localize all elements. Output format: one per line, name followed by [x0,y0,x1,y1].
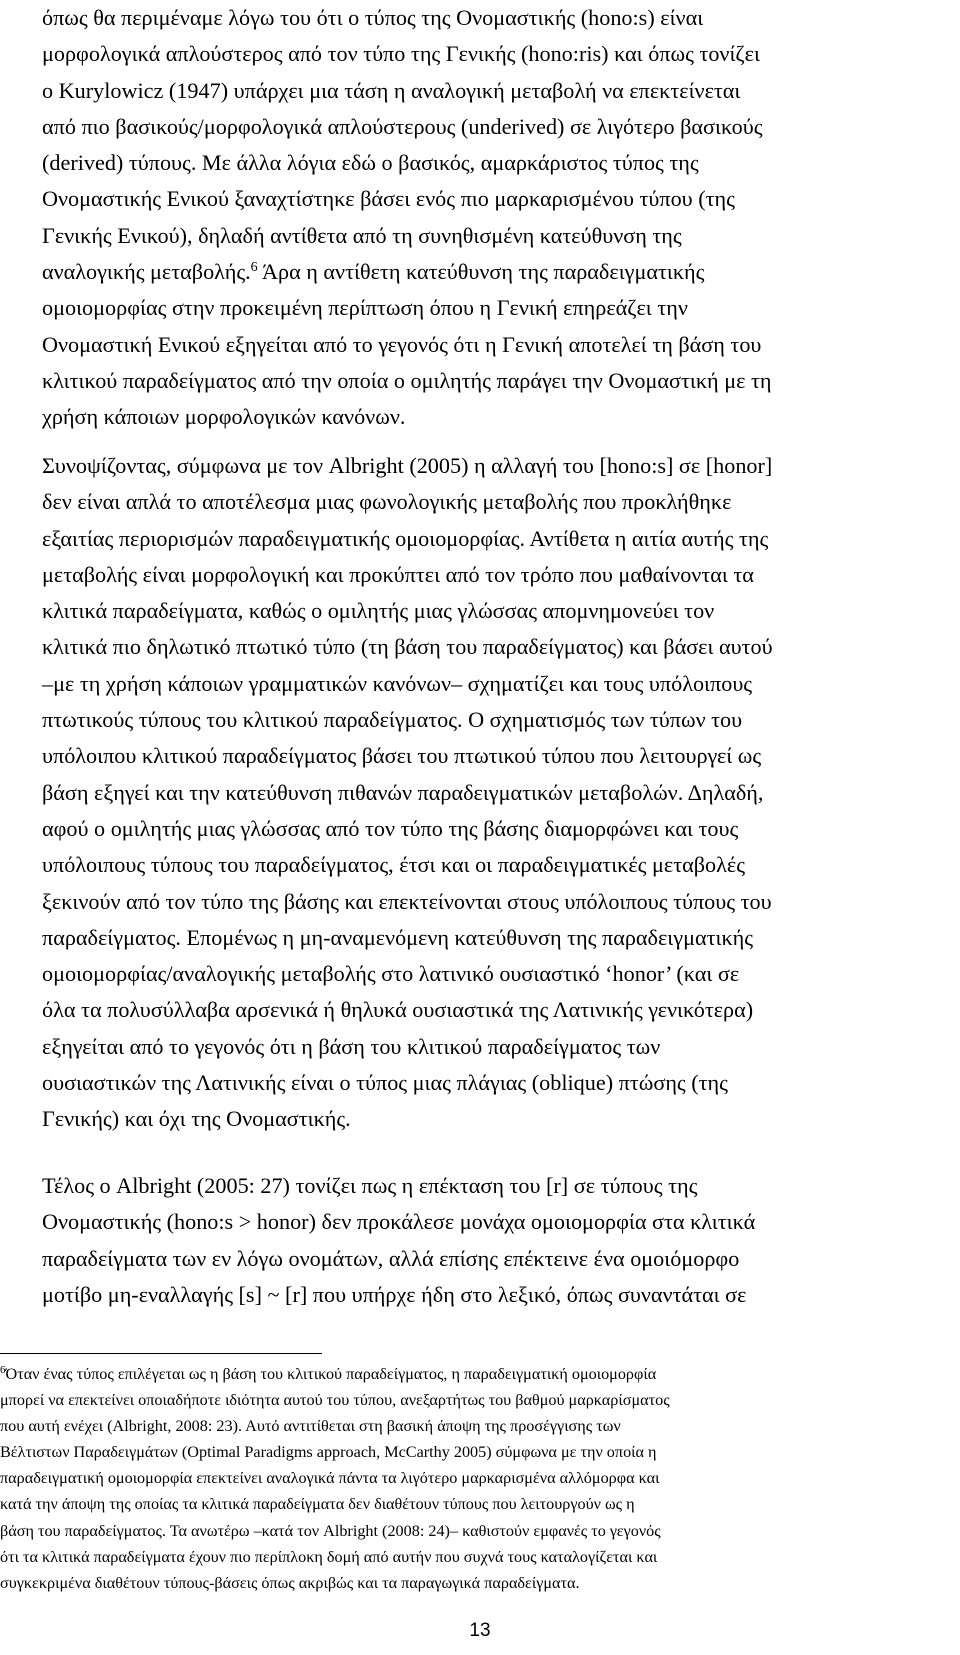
footnote-separator [0,1353,322,1354]
paragraph-1-text-end: Άρα η αντίθετη κατεύθυνση της παραδειγματικής ομοιομορφίας στην προκειμένη περίπτωση όπου η Γενική επηρεάζει την Ονομαστική Ενικού εξηγείται από το γεγονός ότι η Γενική αποτελεί τη βάση του κλιτικού παραδείγματος από την οποία ο ομιλητής παράγει την Ονομαστική με τη χρήση κάποιων μορφολογικών κανόνων. [42,259,772,430]
page-number: 13 [469,1620,491,1641]
body-paragraph-2: Συνοψίζοντας, σύμφωνα με τον Albright (2005) η αλλαγή του [hono:s] σε [honor] δεν είναι απλά το αποτέλεσμα μιας φωνολογικής μεταβολής που προκλήθηκε εξαιτίας περιορισμών παραδειγματικής ομοιομορφίας. Αντίθετα η αιτία αυτής της μεταβολής είναι μορφολογική και προκύπτει από τον τρόπο που μαθαίνονται τα κλιτικά παραδείγματα, καθώς ο ομιλητής μιας γλώσσας απομνημονεύει τον κλιτικά πιο δηλωτικό πτωτικό τύπο (τη βάση του παραδείγματος) και βάσει αυτού –με τη χρήση κάποιων γραμματικών κανόνων– σχηματίζει και τους υπόλοιπους πτωτικούς τύπους του κλιτικού παραδείγματος. Ο σχηματισμός των τύπων του υπόλοιπου κλιτικού παραδείγματος βάσει του πτωτικού τύπου που λειτουργεί ως βάση εξηγεί και την κατεύθυνση πιθανών παραδειγματικών μεταβολών. Δηλαδή, αφού ο ομιλητής μιας γλώσσας από τον τύπο της βάσης διαμορφώνει και τους υπόλοιπους τύπους του παραδείγματος, έτσι και οι παραδειγματικές μεταβολές ξεκινούν από τον τύπο της βάσης και επεκτείνονται στους υπόλοιπους τύπους του παραδείγματος. Επομένως η μη-αναμενόμενη κατεύθυνση της παραδειγματικής ομοιομορφίας/αναλογικής μεταβολής στο λατινικό ουσιαστικό ‘honor’ (και σε όλα τα πολυσύλλαβα αρσενικά ή θηλυκά ουσιαστικά της Λατινικής γενικότερα) εξηγείται από το γεγονός ότι η βάση του κλιτικού παραδείγματος των ουσιαστικών της Λατινικής είναι ο τύπος μιας πλάγιας (oblique) πτώσης (της Γενικής) και όχι της Ονομαστικής. [42,453,773,1132]
footnote-marker: 6 [0,1364,6,1376]
body-paragraph-3: Τέλος ο Albright (2005: 27) τονίζει πως η επέκταση του [r] σε τύπους της Ονομαστικής (hono:s > honor) δεν προκάλεσε μονάχα ομοιομορφία στα κλιτικά παραδείγματα των εν λόγω ονομάτων, αλλά επίσης επέκτεινε ένα ομοιόμορφο μοτίβο μη-εναλλαγής [s] ~ [r] που υπήρχε ήδη στο λεξικό, όπως συναντάται σε [42,1173,756,1307]
footnote-reference: 6 [250,260,258,276]
footnote-text: Όταν ένας τύπος επιλέγεται ως η βάση του κλιτικού παραδείγματος, η παραδειγματική ομοιομορφία μπορεί να επεκτείνει οποιαδήποτε ιδιότητα αυτού του τύπου, ανεξαρτήτως του βαθμού μαρκαρίσματος που αυτή ενέχει (Albright, 2008: 23). Αυτό αντιτίθεται στη βασική άποψη της προσέγγισης των Βέλτιστων Παραδειγμάτων (Optimal Paradigms approach, McCarthy 2005) σύμφωνα με την οποία η παραδειγματική ομοιομορφία επεκτείνει αναλογικά πάντα τα λιγότερο μαρκαρισμένα αλλόμορφα και κατά την άποψη της οποίας τα κλιτικά παραδείγματα δεν διαθέτουν τύπους που λειτουργούν ως η βάση του παραδείγματος. Τα ανωτέρω –κατά τον Albright (2008: 24)– καθιστούν εμφανές το γεγονός ότι τα κλιτικά παραδείγματα έχουν πιο περίπλοκη δομή από αυτήν που συχνά τους καταλογίζεται και συγκεκριμένα διαθέτουν τύπους-βάσεις όπως ακριβώς και τα παραγωγικά παραδείγματα. [0,1365,670,1592]
footnote [0,1361,950,1596]
body-paragraph-1 [42,0,942,436]
paragraph-1-text-start: όπως θα περιμέναμε λόγω του ότι ο τύπος της Ονομαστικής (hono:s) είναι μορφολογικά απλούστερος από τον τύπο της Γενικής (hono:ris) και όπως τονίζει ο Kurylowicz (1947) υπάρχει μια τάση η αναλογική μεταβολή να επεκτείνεται από πιο βασικούς/μορφολογικά απλούστερους (underived) σε λιγότερο βασικούς (derived) τύπους. Με άλλα λόγια εδώ ο βασικός, αμαρκάριστος τύπος της Ονομαστικής Ενικού ξαναχτίστηκε βάσει ενός πιο μαρκαρισμένου τύπου (της Γενικής Ενικού), δηλαδή αντίθετα από τη συνηθισμένη κατεύθυνση της αναλογικής μεταβολής. [42,5,763,285]
